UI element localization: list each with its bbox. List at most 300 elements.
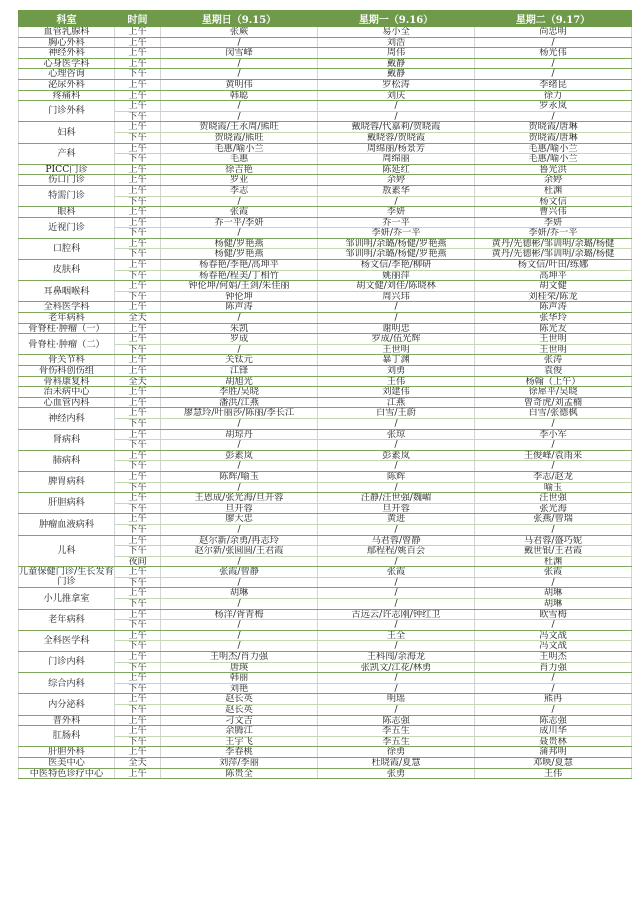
tuesday-cell: 张光海 <box>475 503 632 514</box>
monday-cell: 李五生 <box>318 736 475 747</box>
table-row <box>19 48 632 59</box>
sunday-cell: 徐吉艳 <box>161 164 318 175</box>
sunday-cell: 王恩成/张光海/旦开蓉 <box>161 493 318 504</box>
time-cell: 全天 <box>115 313 161 324</box>
time-cell: 上午 <box>115 630 161 641</box>
time-cell: 下午 <box>115 291 161 302</box>
tuesday-cell: 张涛 <box>475 355 632 366</box>
time-cell: 上午 <box>115 122 161 133</box>
department-cell: 内分泌科 <box>19 694 115 715</box>
table-row <box>19 334 632 345</box>
department-cell: 近视门诊 <box>19 217 115 238</box>
sunday-cell: 毛惠/喻小兰 <box>161 143 318 154</box>
tuesday-cell: / <box>475 440 632 451</box>
tuesday-cell: 杨光伟 <box>475 48 632 59</box>
department-cell: 普外科 <box>19 715 115 726</box>
tuesday-cell: 李志/赵龙 <box>475 471 632 482</box>
time-cell: 上午 <box>115 90 161 101</box>
table-row <box>19 122 632 133</box>
monday-cell: 白雪/王蔚 <box>318 408 475 419</box>
table-row <box>19 588 632 599</box>
tuesday-cell: 黄丹/先德彬/邹训明/余璐/杨健 <box>475 249 632 260</box>
monday-cell: 刘勇 <box>318 366 475 377</box>
tuesday-cell: 王伟 <box>475 768 632 779</box>
tuesday-cell: 杜渊 <box>475 185 632 196</box>
monday-cell: / <box>318 313 475 324</box>
time-cell: 上午 <box>115 429 161 440</box>
monday-cell: / <box>318 641 475 652</box>
sunday-cell: 钟伦坤/何娟/王剑/朱佳丽 <box>161 281 318 292</box>
monday-cell: 周绵丽 <box>318 154 475 165</box>
department-cell: 肿瘤血液病科 <box>19 514 115 535</box>
sunday-cell: 杨春艳/程美/丁相竹 <box>161 270 318 281</box>
monday-cell: 王世明 <box>318 344 475 355</box>
monday-cell: 王全 <box>318 630 475 641</box>
tuesday-cell: 陈志强 <box>475 715 632 726</box>
tuesday-cell: / <box>475 683 632 694</box>
tuesday-cell: / <box>475 418 632 429</box>
time-cell: 下午 <box>115 132 161 143</box>
time-cell: 上午 <box>115 747 161 758</box>
time-cell: 上午 <box>115 207 161 218</box>
department-cell: 神经外科 <box>19 48 115 59</box>
monday-cell: 李五生 <box>318 726 475 737</box>
monday-cell: 陈延红 <box>318 164 475 175</box>
monday-cell: 彭素岚 <box>318 450 475 461</box>
table-row <box>19 366 632 377</box>
tuesday-cell: 罗永岚 <box>475 101 632 112</box>
monday-cell: 马君蓉/曾静 <box>318 535 475 546</box>
time-cell: 上午 <box>115 535 161 546</box>
tuesday-cell: 毛惠/喻小兰 <box>475 143 632 154</box>
department-cell: 中医特色诊疗中心 <box>19 768 115 779</box>
table-row <box>19 37 632 48</box>
department-cell: 口腔科 <box>19 238 115 259</box>
time-cell: 上午 <box>115 588 161 599</box>
monday-cell: 陈志强 <box>318 715 475 726</box>
monday-cell: 周兴玮 <box>318 291 475 302</box>
table-row <box>19 376 632 387</box>
time-cell: 上午 <box>115 48 161 59</box>
sunday-cell: 王明杰/肖力强 <box>161 652 318 663</box>
sunday-cell: 罗业 <box>161 175 318 186</box>
department-cell: 耳鼻咽喉科 <box>19 281 115 302</box>
time-cell: 上午 <box>115 408 161 419</box>
sunday-cell: 彭素岚 <box>161 450 318 461</box>
sunday-cell: / <box>161 101 318 112</box>
sunday-cell: 陈贵全 <box>161 768 318 779</box>
time-cell: 下午 <box>115 577 161 588</box>
time-cell: 下午 <box>115 482 161 493</box>
tuesday-cell: 李妍 <box>475 217 632 228</box>
table-row <box>19 164 632 175</box>
time-cell: 上午 <box>115 450 161 461</box>
table-row <box>19 471 632 482</box>
sunday-cell: / <box>161 620 318 631</box>
monday-cell: / <box>318 683 475 694</box>
tuesday-cell: 鲁光洪 <box>475 164 632 175</box>
department-cell: 脾胃病科 <box>19 471 115 492</box>
monday-cell: 鄢程程/姚百会 <box>318 546 475 557</box>
monday-cell: 戴静 <box>318 58 475 69</box>
department-cell: 骨脊柱·肿瘤（一） <box>19 323 115 334</box>
tuesday-cell: 李绪昆 <box>475 79 632 90</box>
time-cell: 上午 <box>115 323 161 334</box>
tuesday-cell: 王明杰 <box>475 652 632 663</box>
time-cell: 上午 <box>115 302 161 313</box>
header-time: 时间 <box>115 11 161 27</box>
time-cell: 上午 <box>115 397 161 408</box>
department-cell: 骨关节科 <box>19 355 115 366</box>
sunday-cell: 旦开蓉 <box>161 503 318 514</box>
sunday-cell: 黄明伟 <box>161 79 318 90</box>
sunday-cell: / <box>161 418 318 429</box>
department-cell: 综合内科 <box>19 673 115 694</box>
sunday-cell: 张霞/曾静 <box>161 567 318 578</box>
monday-cell: 刘浩 <box>318 37 475 48</box>
department-cell: 儿童保健门诊/生长发育门诊 <box>19 566 114 588</box>
time-cell: 上午 <box>115 175 161 186</box>
monday-cell: 戴晓蓉/贺晓霞 <box>318 132 475 143</box>
sunday-cell: 毛惠 <box>161 154 318 165</box>
time-cell: 上午 <box>115 238 161 249</box>
table-row <box>19 27 632 38</box>
time-cell: 下午 <box>115 111 161 122</box>
schedule-sheet <box>18 10 632 779</box>
table-row <box>19 185 632 196</box>
table-row <box>19 757 632 768</box>
tuesday-cell: 毛惠/喻小兰 <box>475 154 632 165</box>
department-cell: 心血管内科 <box>19 397 115 408</box>
tuesday-cell: 喻玉 <box>475 482 632 493</box>
tuesday-cell: 马君蓉/盛巧妮 <box>475 535 632 546</box>
department-cell: 肝胆病科 <box>19 493 115 514</box>
sunday-cell: 杨洋/胥青梅 <box>161 609 318 620</box>
department-cell: 骨脊柱·肿瘤（二） <box>19 334 115 355</box>
table-row <box>19 768 632 779</box>
table-row <box>19 69 632 80</box>
sunday-cell: 赵长英 <box>161 694 318 705</box>
department-cell: 门诊内科 <box>19 652 115 673</box>
monday-cell: 戴静 <box>318 69 475 80</box>
table-row <box>19 694 632 705</box>
tuesday-cell: 胡琳 <box>475 599 632 610</box>
tuesday-cell: / <box>475 620 632 631</box>
tuesday-cell: 成川华 <box>475 726 632 737</box>
department-cell: 小儿推拿室 <box>19 588 115 609</box>
sunday-cell: 李春桃 <box>161 747 318 758</box>
time-cell: 全天 <box>115 376 161 387</box>
sunday-cell: 闵雪峰 <box>161 48 318 59</box>
table-row <box>19 726 632 737</box>
time-cell: 上午 <box>115 79 161 90</box>
monday-cell: / <box>318 111 475 122</box>
time-cell: 上午 <box>115 27 161 38</box>
schedule-body <box>19 27 632 779</box>
department-cell: 眼科 <box>19 207 115 218</box>
department-cell: 骨科康复科 <box>19 376 115 387</box>
sunday-cell: 赵长英 <box>161 705 318 716</box>
time-cell: 全天 <box>115 757 161 768</box>
tuesday-cell: / <box>475 705 632 716</box>
monday-cell: 易小全 <box>318 27 475 38</box>
time-cell: 下午 <box>115 418 161 429</box>
header-monday: 星期一（9.16） <box>318 11 475 27</box>
department-cell: PICC门诊 <box>19 164 115 175</box>
sunday-cell: / <box>161 630 318 641</box>
monday-cell: / <box>318 577 475 588</box>
sunday-cell: 余腾江 <box>161 726 318 737</box>
table-row <box>19 207 632 218</box>
tuesday-cell: 黄丹/先德彬/邹训明/余璐/杨健 <box>475 238 632 249</box>
table-row <box>19 281 632 292</box>
sunday-cell: / <box>161 196 318 207</box>
sunday-cell: / <box>161 37 318 48</box>
department-cell: 心理咨询 <box>19 69 115 80</box>
table-row <box>19 673 632 684</box>
monday-cell: 张霞 <box>318 567 475 578</box>
department-cell: 老年病科 <box>19 609 115 630</box>
monday-cell: 姚丽萍 <box>318 270 475 281</box>
table-row <box>19 175 632 186</box>
time-cell: 上午 <box>115 58 161 69</box>
department-cell: 泌尿外科 <box>19 79 115 90</box>
tuesday-cell: 白雪/张德枫 <box>475 408 632 419</box>
time-cell: 下午 <box>115 228 161 239</box>
table-row <box>19 355 632 366</box>
monday-cell: 古远云/许志刚/钟红卫 <box>318 609 475 620</box>
sunday-cell: 贺晓霞/王永周/熊旺 <box>161 122 318 133</box>
tuesday-cell: 袁俊 <box>475 366 632 377</box>
time-cell: 上午 <box>115 514 161 525</box>
department-cell: 医美中心 <box>19 757 115 768</box>
monday-cell: 张凯文/江花/林勇 <box>318 662 475 673</box>
sunday-cell: 韩丽 <box>161 673 318 684</box>
header-tuesday: 星期二（9.17） <box>475 11 632 27</box>
monday-cell: / <box>318 588 475 599</box>
monday-cell: / <box>318 101 475 112</box>
time-cell: 上午 <box>115 493 161 504</box>
sunday-cell: 关钛元 <box>161 355 318 366</box>
sunday-cell: 唐瑛 <box>161 662 318 673</box>
time-cell: 下午 <box>115 440 161 451</box>
sunday-cell: / <box>161 69 318 80</box>
tuesday-cell: 陈声涛 <box>475 302 632 313</box>
monday-cell: 乔一平 <box>318 217 475 228</box>
sunday-cell: 廖大忠 <box>161 514 318 525</box>
tuesday-cell: / <box>475 577 632 588</box>
sunday-cell: 韩聪 <box>161 90 318 101</box>
time-cell: 上午 <box>115 567 161 578</box>
department-cell: 门诊外科 <box>19 101 115 122</box>
sunday-cell: / <box>161 344 318 355</box>
sunday-cell: / <box>161 556 318 567</box>
monday-cell: / <box>318 599 475 610</box>
sunday-cell: / <box>161 599 318 610</box>
tuesday-cell: 徐犀平/吴晓 <box>475 387 632 398</box>
tuesday-cell: 张华玲 <box>475 313 632 324</box>
time-cell: 上午 <box>115 694 161 705</box>
table-row <box>19 429 632 440</box>
sunday-cell: / <box>161 228 318 239</box>
tuesday-cell: 杨文信/叶田/练娜 <box>475 260 632 271</box>
table-row <box>19 514 632 525</box>
time-cell: 下午 <box>115 620 161 631</box>
table-row <box>19 652 632 663</box>
sunday-cell: / <box>161 440 318 451</box>
monday-cell: 李妍/乔一平 <box>318 228 475 239</box>
header-sunday: 星期日（9.15） <box>161 11 318 27</box>
department-cell: 产科 <box>19 143 115 164</box>
time-cell: 上午 <box>115 281 161 292</box>
table-row <box>19 567 632 578</box>
time-cell: 上午 <box>115 366 161 377</box>
tuesday-cell: / <box>475 524 632 535</box>
sunday-cell: 赵尔新/余勇/冉志玲 <box>161 535 318 546</box>
monday-cell: 罗松涛 <box>318 79 475 90</box>
sunday-cell: 廖慧玲/叶丽莎/陈丽/李长江 <box>161 408 318 419</box>
sunday-cell: 钟伦坤 <box>161 291 318 302</box>
monday-cell: 徐勇 <box>318 747 475 758</box>
sunday-cell: 潘洪/江燕 <box>161 397 318 408</box>
tuesday-cell: 杨翰（上午） <box>475 376 632 387</box>
table-row <box>19 217 632 228</box>
monday-cell: 刘建伟 <box>318 387 475 398</box>
time-cell: 上午 <box>115 768 161 779</box>
time-cell: 夜间 <box>115 556 161 567</box>
time-cell: 下午 <box>115 196 161 207</box>
sunday-cell: 陈辉/喻玉 <box>161 471 318 482</box>
sunday-cell: 刘萍/李丽 <box>161 757 318 768</box>
time-cell: 上午 <box>115 726 161 737</box>
sunday-cell: 刁文吉 <box>161 715 318 726</box>
monday-cell: 谢明忠 <box>318 323 475 334</box>
tuesday-cell: 贺晓霞/唐琳 <box>475 122 632 133</box>
monday-cell: 张勇 <box>318 768 475 779</box>
tuesday-cell: 尚忠明 <box>475 27 632 38</box>
table-row <box>19 493 632 504</box>
header-dept: 科室 <box>19 11 115 27</box>
tuesday-cell: / <box>475 673 632 684</box>
time-cell: 上午 <box>115 185 161 196</box>
tuesday-cell: 王世明 <box>475 344 632 355</box>
table-row <box>19 408 632 419</box>
department-cell: 全科医学科 <box>19 302 115 313</box>
sunday-cell: 李志 <box>161 185 318 196</box>
time-cell: 上午 <box>115 334 161 345</box>
monday-cell: 王伟 <box>318 376 475 387</box>
department-cell: 骨伤科创伤组 <box>19 366 115 377</box>
tuesday-cell: 肖力强 <box>475 662 632 673</box>
time-cell: 上午 <box>115 652 161 663</box>
sunday-cell: / <box>161 58 318 69</box>
tuesday-cell: 聂贵林 <box>475 736 632 747</box>
time-cell: 上午 <box>115 37 161 48</box>
table-row <box>19 143 632 154</box>
time-cell: 下午 <box>115 69 161 80</box>
sunday-cell: 罗成 <box>161 334 318 345</box>
time-cell: 下午 <box>115 736 161 747</box>
tuesday-cell: / <box>475 58 632 69</box>
sunday-cell: 张霞 <box>161 207 318 218</box>
tuesday-cell: 杨文信 <box>475 196 632 207</box>
sunday-cell: 杨春艳/李艳/高坤平 <box>161 260 318 271</box>
tuesday-cell: 贺晓霞/唐琳 <box>475 132 632 143</box>
table-row <box>19 450 632 461</box>
sunday-cell: 胡琼丹 <box>161 429 318 440</box>
monday-cell: 刘庆 <box>318 90 475 101</box>
table-row <box>19 323 632 334</box>
time-cell: 上午 <box>115 715 161 726</box>
table-row <box>19 260 632 271</box>
sunday-cell: / <box>161 111 318 122</box>
tuesday-cell: 胡琳 <box>475 588 632 599</box>
sunday-cell: 胡琳 <box>161 588 318 599</box>
time-cell: 上午 <box>115 387 161 398</box>
sunday-cell: 乔一平/李妍 <box>161 217 318 228</box>
time-cell: 上午 <box>115 217 161 228</box>
tuesday-cell: / <box>475 461 632 472</box>
sunday-cell: 杨健/罗艳燕 <box>161 238 318 249</box>
table-row <box>19 58 632 69</box>
tuesday-cell: 蒲邦明 <box>475 747 632 758</box>
tuesday-cell: 曾奇虎/刘孟楠 <box>475 397 632 408</box>
header-row <box>19 11 632 27</box>
sunday-cell: / <box>161 577 318 588</box>
sunday-cell: 贺晓霞/熊旺 <box>161 132 318 143</box>
monday-cell: 周伟 <box>318 48 475 59</box>
monday-cell: 王科闯/余海龙 <box>318 652 475 663</box>
monday-cell: / <box>318 556 475 567</box>
monday-cell: 暴丁渊 <box>318 355 475 366</box>
tuesday-cell: 徐力 <box>475 90 632 101</box>
table-row <box>19 630 632 641</box>
tuesday-cell: 余婷 <box>475 175 632 186</box>
table-row <box>19 609 632 620</box>
time-cell: 上午 <box>115 101 161 112</box>
sunday-cell: 江锋 <box>161 366 318 377</box>
department-cell: 伤口门诊 <box>19 175 115 186</box>
department-cell: 肺病科 <box>19 450 115 471</box>
time-cell: 下午 <box>115 344 161 355</box>
table-row <box>19 90 632 101</box>
time-cell: 上午 <box>115 673 161 684</box>
monday-cell: 汪静/汪世强/魏嵋 <box>318 493 475 504</box>
tuesday-cell: 冯文战 <box>475 630 632 641</box>
time-cell: 上午 <box>115 355 161 366</box>
table-row <box>19 79 632 90</box>
table-row <box>19 397 632 408</box>
time-cell: 下午 <box>115 705 161 716</box>
tuesday-cell: 刘桂荣/陈龙 <box>475 291 632 302</box>
monday-cell: 余婷 <box>318 175 475 186</box>
tuesday-cell: 李妍/乔一平 <box>475 228 632 239</box>
sunday-cell: 张蕨 <box>161 27 318 38</box>
department-cell: 心身医学科 <box>19 58 115 69</box>
monday-cell: 黄进 <box>318 514 475 525</box>
clinic-schedule-table <box>18 10 632 779</box>
monday-cell: 胡文健/刘佳/陈晓林 <box>318 281 475 292</box>
monday-cell: 戴晓蓉/代嘉莉/贺晓霞 <box>318 122 475 133</box>
tuesday-cell: 汪世强 <box>475 493 632 504</box>
department-cell: 胸心外科 <box>19 37 115 48</box>
monday-cell: 罗成/伍光辉 <box>318 334 475 345</box>
monday-cell: 陈辉 <box>318 471 475 482</box>
sunday-cell: 陈声涛 <box>161 302 318 313</box>
tuesday-cell: 张燕/曾瑞 <box>475 514 632 525</box>
time-cell: 上午 <box>115 471 161 482</box>
department-cell: 疼痛科 <box>19 90 115 101</box>
